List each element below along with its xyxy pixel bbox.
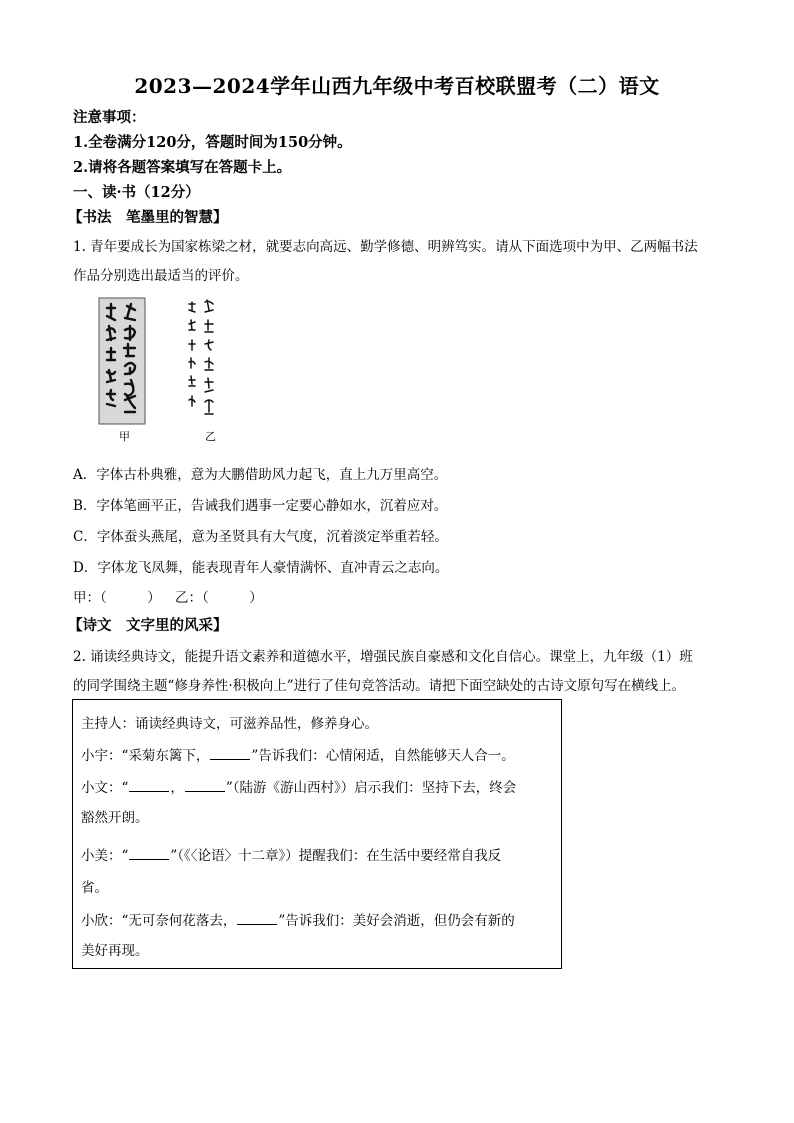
blank-1[interactable] xyxy=(210,746,250,760)
question-1-line-2: 作品分别选出最适当的评价。 xyxy=(73,268,249,284)
option-c: C．字体蚕头燕尾，意为圣贤具有大气度，沉着淡定举重若轻。 xyxy=(73,529,448,545)
notice-item-2: 2.请将各题答案填写在答题卡上。 xyxy=(73,159,292,176)
calligraphy-jia-label: 甲 xyxy=(119,430,130,443)
blank-5[interactable] xyxy=(237,911,277,925)
calligraphy-yi-label: 乙 xyxy=(205,430,216,443)
blank-3[interactable] xyxy=(185,778,225,792)
question-1-line-1: 1. 青年要成长为国家栋梁之材，就要志向高远、勤学修德、明辨笃实。请从下面选项中为甲、乙两幅书法 xyxy=(73,239,698,255)
box-line-xiaowen: 小文：“ ， ”（陆游《游山西村》）启示我们：坚持下去，终会 xyxy=(81,780,517,796)
option-d: D．字体龙飞凤舞，能表现青年人豪情满怀、直冲青云之志向。 xyxy=(73,560,449,576)
calligraphy-illustration xyxy=(97,296,237,446)
section-heading: 一、读·书（12分） xyxy=(73,184,200,201)
blank-4[interactable] xyxy=(129,846,169,860)
question-2-line-2: 的同学围绕主题“修身养性·积极向上”进行了佳句竞答活动。请把下面空缺处的古诗文原句写在横线上。 xyxy=(73,678,686,694)
calligraphy-images xyxy=(97,296,237,446)
box-line-xiaoxin: 小欣：“无可奈何花落去， ”告诉我们：美好会消逝，但仍会有新的 xyxy=(81,913,515,929)
subsection-calligraphy: 【书法 笔墨里的智慧】 xyxy=(68,209,228,226)
box-line-xiaoxin-cont: 美好再现。 xyxy=(81,943,149,959)
notice-item-1: 1.全卷满分120分，答题时间为150分钟。 xyxy=(73,134,352,151)
option-a: A．字体古朴典雅，意为大鹏借助风力起飞，直上九万里高空。 xyxy=(73,467,448,483)
box-line-xiaomei: 小美：“ ”（《〈论语〉十二章》）提醒我们：在生活中要经常自我反 xyxy=(81,848,502,864)
blank-2[interactable] xyxy=(129,778,169,792)
answer-jia: 甲：（ ） xyxy=(73,590,161,606)
dialogue-box xyxy=(72,699,562,969)
box-line-xiaomei-cont: 省。 xyxy=(81,880,108,896)
calligraphy-jia-scroll xyxy=(99,298,145,424)
question-2-line-1: 2. 诵读经典诗文，能提升语文素养和道德水平，增强民族自豪感和文化自信心。课堂上，九年级（1）班 xyxy=(73,649,693,665)
box-line-host: 主持人：诵读经典诗文，可滋养品性，修养身心。 xyxy=(81,716,378,732)
notice-heading: 注意事项： xyxy=(73,109,146,126)
box-line-xiaoyu: 小宇：“采菊东篱下， ”告诉我们：心情闲适，自然能够天人合一。 xyxy=(81,748,515,764)
subsection-poetry: 【诗文 文字里的风采】 xyxy=(68,617,228,634)
option-b: B．字体笔画平正，告诫我们遇事一定要心静如水，沉着应对。 xyxy=(73,498,448,514)
box-line-xiaowen-cont: 豁然开朗。 xyxy=(81,810,149,826)
page-title: 2023—2024学年山西九年级中考百校联盟考（二）语文 xyxy=(134,74,660,98)
answer-yi: 乙：（ ） xyxy=(175,590,263,606)
